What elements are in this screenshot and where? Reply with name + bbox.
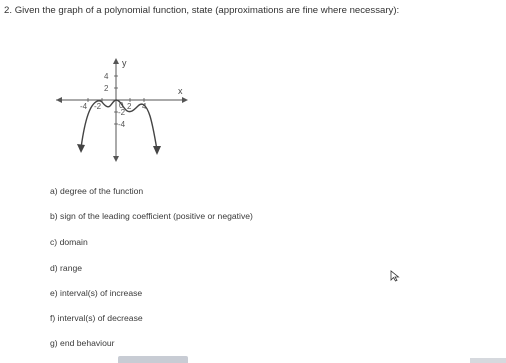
curve-right-arrow [153,146,161,155]
part-f: f) interval(s) of decrease [50,313,143,323]
mouse-pointer-icon [390,270,400,282]
part-a: a) degree of the function [50,186,144,196]
y-tick-label: 4 [104,72,109,81]
part-g: g) end behaviour [50,338,115,348]
part-e: e) interval(s) of increase [50,288,143,298]
x-tick-label: 0 [119,101,124,110]
y-axis-bottom-arrow [113,156,119,162]
question-number: 2. [4,5,13,16]
bottom-edge-region [470,358,506,363]
question-text: Given the graph of a polynomial function, state (approximations are fine where necessary): [14,5,400,16]
x-tick-label: -4 [80,102,88,111]
x-tick-label: -2 [94,102,102,111]
question-prompt [4,4,444,17]
part-b: b) sign of the leading coefficient (positive or negative) [50,211,253,221]
part-c: c) domain [50,237,88,247]
x-axis-left-arrow [56,97,62,103]
curve-left-arrow [77,144,85,153]
y-axis-label: y [122,58,127,68]
x-axis-right-arrow [182,97,188,103]
y-tick-label: -4 [118,120,126,129]
x-axis-label: x [178,86,183,96]
polynomial-graph [54,56,194,164]
part-d: d) range [50,263,83,273]
y-tick-label: -2 [118,108,126,117]
bottom-scroll-region[interactable] [118,356,188,363]
y-axis-top-arrow [113,58,119,64]
y-tick-label: 2 [104,84,109,93]
x-tick-label: 4 [142,102,147,111]
x-tick-label: 2 [127,102,132,111]
